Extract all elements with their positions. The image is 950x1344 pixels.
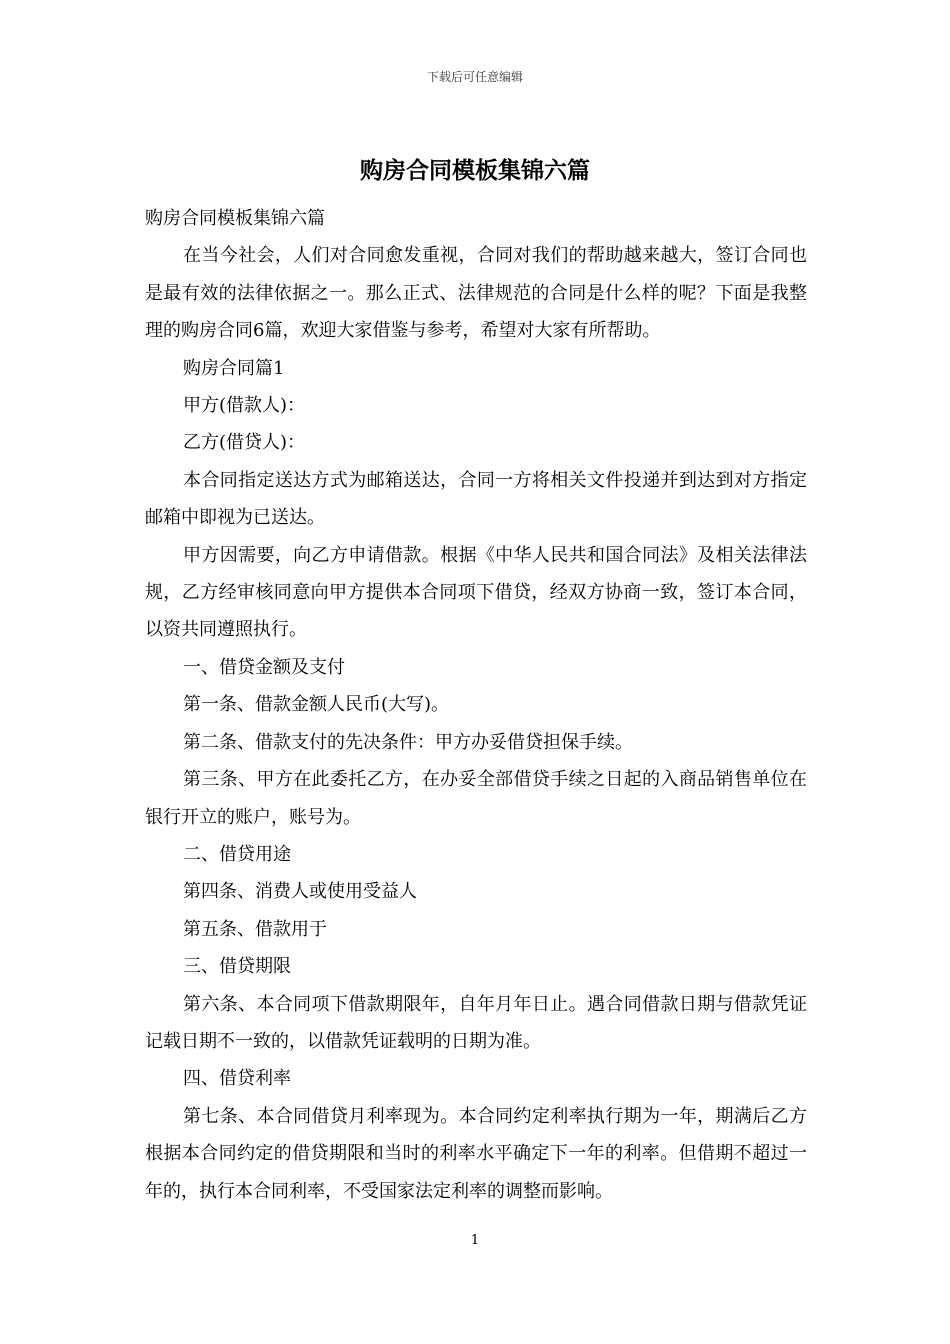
document-title: 购房合同模板集锦六篇: [360, 157, 590, 184]
chapter-heading: 三、借贷期限: [183, 956, 291, 978]
article-3: 第三条、甲方在此委托乙方，在办妥全部借贷手续之日起的入商品销售单位在银行开立的账户，账号为。: [145, 769, 807, 828]
delivery-clause: 本合同指定送达方式为邮箱送达，合同一方将相关文件投递并到达到对方指定邮箱中即视为已送达。: [145, 469, 807, 529]
article-2: 第二条、借款支付的先决条件：甲方办妥借贷担保手续。: [183, 731, 633, 753]
article-4: 第四条、消费人或使用受益人: [183, 881, 417, 903]
article-1: 第一条、借款金额人民币(大写)。: [183, 694, 450, 716]
document-body: [145, 200, 807, 1210]
party-b-line: 乙方(借贷人)：: [183, 432, 306, 454]
intro-paragraph: 在当今社会，人们对合同愈发重视，合同对我们的帮助越来越大，签订合同也是最有效的法律依据之一。那么正式、法律规范的合同是什么样的呢？下面是我整理的购房合同6篇，欢迎大家借鉴与参考，希望对大家有所帮助。: [145, 245, 807, 342]
chapter-heading: 四、借贷利率: [183, 1068, 291, 1090]
header-note: 下载后可任意编辑: [426, 70, 523, 84]
document-subtitle: 购房合同模板集锦六篇: [145, 208, 325, 229]
section-heading: 购房合同篇1: [183, 357, 285, 379]
article-6: 第六条、本合同项下借款期限年，自年月年日止。遇合同借款日期与借款凭证记载日期不一致的，以借款凭证载明的日期为准。: [145, 993, 807, 1052]
page-number: 1: [470, 1233, 480, 1248]
chapter-heading: 一、借贷金额及支付: [183, 656, 345, 678]
article-7: 第七条、本合同借贷月利率现为。本合同约定利率执行期为一年，期满后乙方根据本合同约定的借贷期限和当时的利率水平确定下一年的利率。但借期不超过一年的，执行本合同利率，不受国家法定利率的调整而影响。: [145, 1105, 807, 1202]
chapter-heading: 二、借贷用途: [183, 843, 291, 865]
preamble-clause: 甲方因需要，向乙方申请借款。根据《中华人民共和国合同法》及相关法律法规，乙方经审核同意向甲方提供本合同项下借贷，经双方协商一致，签订本合同，以资共同遵照执行。: [145, 544, 807, 641]
article-5: 第五条、借款用于: [183, 918, 327, 940]
party-a-line: 甲方(借款人)：: [183, 395, 306, 417]
